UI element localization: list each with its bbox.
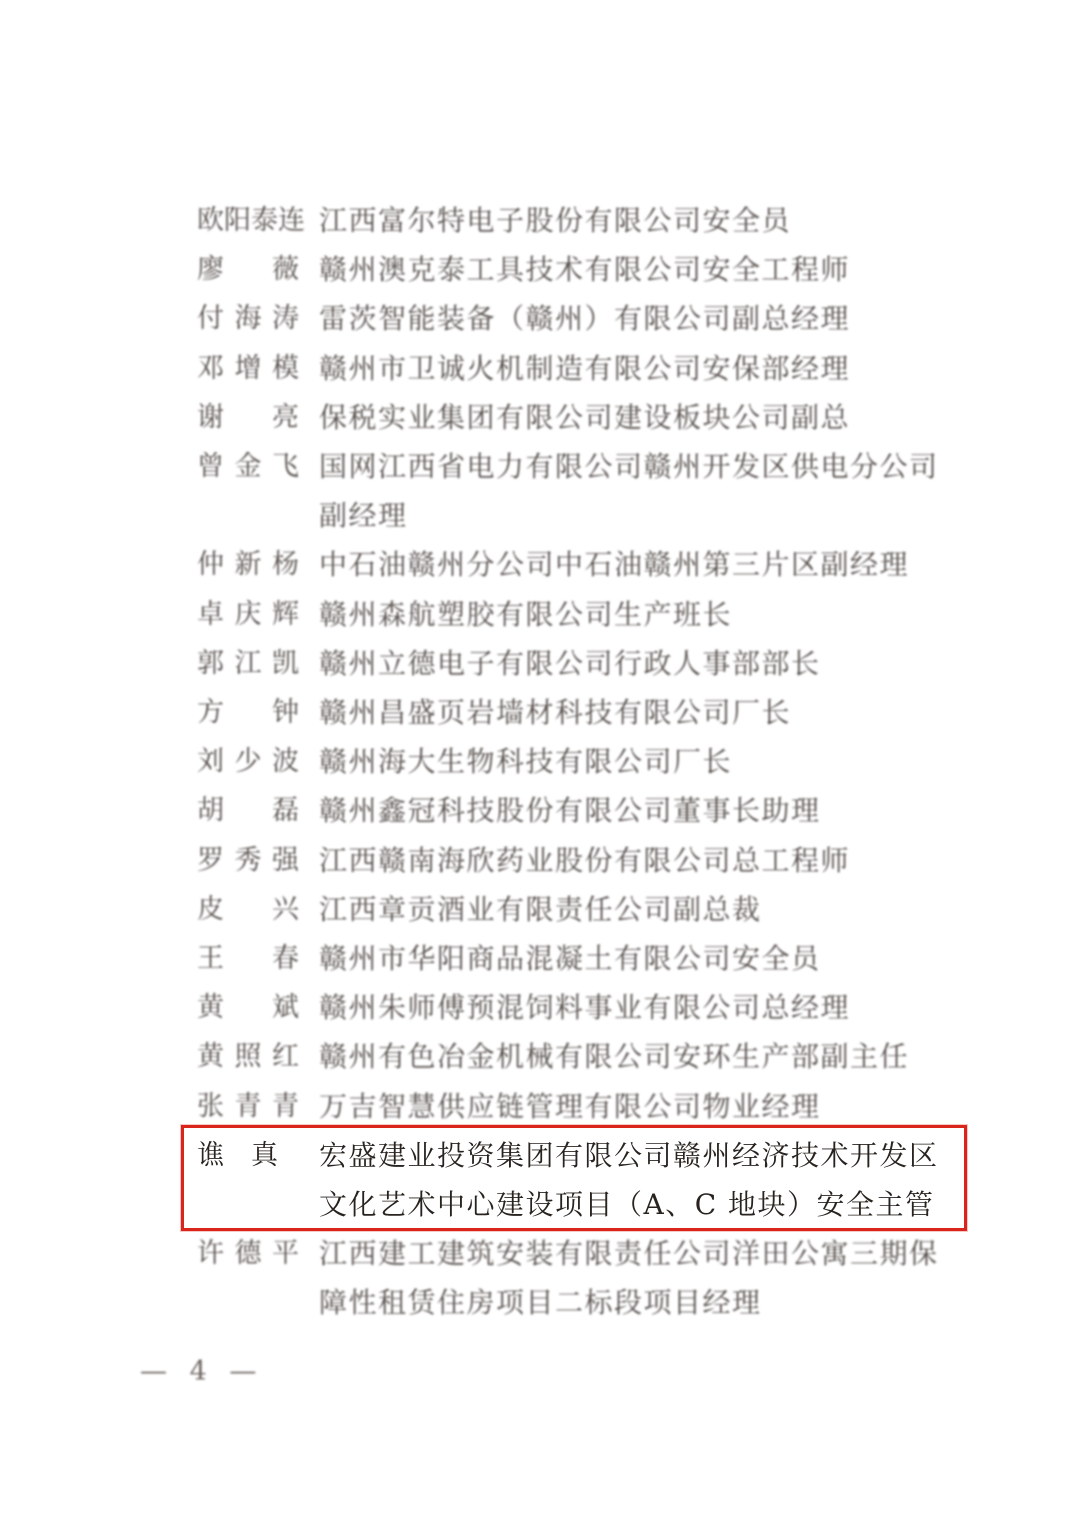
award-list-entry	[197, 393, 987, 442]
person-name: 张青青	[197, 1090, 299, 1122]
person-name: 黄 斌	[197, 992, 299, 1024]
title-line: 赣州海大生物科技有限公司厂长	[319, 745, 733, 779]
award-list-entry	[197, 786, 987, 835]
award-list-entry	[197, 590, 987, 639]
title-line: 赣州市卫诚火机制造有限公司安保部经理	[319, 351, 851, 385]
person-title	[319, 393, 979, 442]
person-title	[319, 1032, 979, 1081]
title-line: 宏盛建业投资集团有限公司赣州经济技术开发区	[319, 1138, 939, 1172]
person-name: 欧阳泰连	[197, 205, 305, 236]
person-title	[319, 983, 979, 1032]
person-title	[319, 639, 979, 688]
award-list-entry	[197, 688, 987, 737]
person-name: 方 钟	[197, 697, 299, 729]
award-list-entry	[197, 442, 987, 540]
person-name: 许德平	[197, 1238, 299, 1270]
award-list-entry	[197, 639, 987, 688]
person-name: 仲新杨	[197, 549, 299, 581]
award-list-entry	[197, 1032, 987, 1081]
title-line: 中石油赣州分公司中石油赣州第三片区副经理	[319, 548, 910, 582]
person-title	[319, 590, 979, 639]
award-list-entry	[197, 885, 987, 934]
person-name: 谢 亮	[197, 401, 299, 433]
title-line: 雷茨智能装备（赣州）有限公司副总经理	[319, 302, 851, 336]
person-title	[319, 836, 979, 885]
award-list-entry	[197, 245, 987, 294]
title-line: 赣州昌盛页岩墙材科技有限公司厂长	[319, 696, 792, 730]
person-name: 刘少波	[197, 746, 299, 778]
person-name: 谯 真	[197, 1139, 278, 1171]
person-title	[319, 885, 979, 934]
person-name: 郭江凯	[197, 647, 299, 679]
title-line: 保税实业集团有限公司建设板块公司副总	[319, 400, 851, 434]
award-list-entry	[197, 540, 987, 589]
award-list-entry	[197, 344, 987, 393]
title-line: 副经理	[319, 499, 408, 533]
person-title	[319, 344, 979, 393]
person-title	[319, 196, 979, 245]
award-list-entry	[197, 1229, 987, 1327]
person-title	[319, 1229, 979, 1327]
title-line: 障性租赁住房项目二标段项目经理	[319, 1286, 762, 1320]
person-title	[319, 540, 979, 589]
title-line: 赣州立德电子有限公司行政人事部部长	[319, 646, 821, 680]
person-name: 曾金飞	[197, 451, 299, 483]
award-list-entry	[197, 737, 987, 786]
title-line: 文化艺术中心建设项目（A、C 地块）安全主管	[319, 1188, 935, 1222]
person-name: 黄照红	[197, 1041, 299, 1073]
person-name: 廖 薇	[197, 254, 299, 286]
person-title	[319, 245, 979, 294]
title-line: 江西章贡酒业有限责任公司副总裁	[319, 892, 762, 926]
title-line: 国网江西省电力有限公司赣州开发区供电分公司	[319, 450, 939, 484]
person-name: 卓庆辉	[197, 598, 299, 630]
award-list	[197, 196, 987, 1328]
person-name: 罗秀强	[197, 844, 299, 876]
person-name: 付海涛	[197, 303, 299, 335]
person-name: 胡 磊	[197, 795, 299, 827]
award-list-entry	[197, 294, 987, 343]
person-title	[319, 1082, 979, 1131]
person-title	[319, 442, 979, 540]
title-line: 赣州澳克泰工具技术有限公司安全工程师	[319, 253, 851, 287]
page-number: — 4 —	[140, 1356, 264, 1387]
person-title	[319, 737, 979, 786]
award-list-entry	[197, 196, 987, 245]
award-list-entry	[197, 983, 987, 1032]
person-title	[319, 688, 979, 737]
title-line: 江西赣南海欣药业股份有限公司总工程师	[319, 843, 851, 877]
award-list-entry	[197, 1131, 987, 1229]
award-list-entry	[197, 934, 987, 983]
person-title	[319, 294, 979, 343]
award-list-entry	[197, 1082, 987, 1131]
award-list-entry	[197, 836, 987, 885]
title-line: 赣州森航塑胶有限公司生产班长	[319, 597, 733, 631]
title-line: 万吉智慧供应链管理有限公司物业经理	[319, 1089, 821, 1123]
person-name: 王 春	[197, 943, 299, 975]
person-title	[319, 934, 979, 983]
person-title	[319, 1131, 979, 1229]
title-line: 赣州有色冶金机械有限公司安环生产部副主任	[319, 1040, 910, 1074]
person-name: 皮 兴	[197, 893, 299, 925]
title-line: 江西富尔特电子股份有限公司安全员	[319, 204, 792, 237]
title-line: 江西建工建筑安装有限责任公司洋田公寓三期保	[319, 1237, 939, 1271]
person-title	[319, 786, 979, 835]
title-line: 赣州市华阳商品混凝土有限公司安全员	[319, 942, 821, 976]
title-line: 赣州鑫冠科技股份有限公司董事长助理	[319, 794, 821, 828]
title-line: 赣州朱师傅预混饲料事业有限公司总经理	[319, 991, 851, 1025]
person-name: 邓增模	[197, 352, 299, 384]
